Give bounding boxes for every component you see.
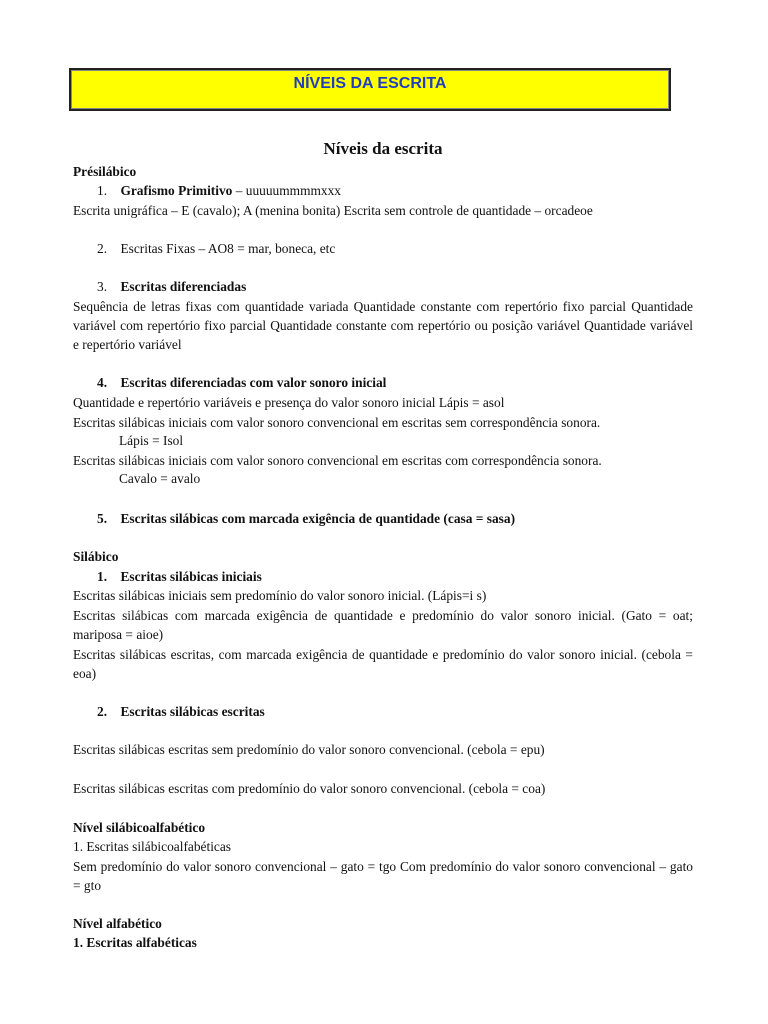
list-number: 2.: [97, 704, 108, 719]
list-item-text: – uuuuummmmxxx: [232, 183, 341, 198]
list-item-silabicas-iniciais: [97, 568, 262, 585]
paragraph: Escritas silábicas escritas sem predomínio do valor sonoro convencional. (cebola = epu): [73, 742, 545, 757]
list-item-silabicas-escritas: [97, 703, 265, 720]
list-item-text: Escritas Fixas – AO8 = mar, boneca, etc: [120, 241, 336, 256]
list-item-label: Escritas diferenciadas: [120, 279, 247, 294]
list-item-escritas-diferenciadas: [97, 278, 246, 295]
list-number: 2.: [97, 241, 108, 256]
paragraph: Escritas silábicas iniciais com valor sonoro convencional em escritas sem correspondência sonora.: [73, 415, 601, 430]
list-item-grafismo: [97, 182, 341, 199]
paragraph: Sem predomínio do valor sonoro convencional – gato = tgo Com predomínio do valor sonoro convencional – gato = gto: [73, 859, 693, 894]
list-item-alfabeticas: 1. Escritas alfabéticas: [73, 935, 197, 950]
list-item-marcada-exigencia: [97, 510, 515, 527]
paragraph: Escritas silábicas escritas, com marcada exigência de quantidade e predomínio do valor sonoro inicial. (cebola = eoa): [73, 647, 693, 682]
section-heading-alfabetico: Nível alfabético: [73, 916, 162, 931]
list-item-valor-sonoro: [97, 374, 386, 391]
doc-title: Níveis da escrita: [323, 139, 443, 158]
title-banner: [69, 68, 671, 111]
list-item-label: Escritas silábicas com marcada exigência de quantidade (casa = sasa): [120, 511, 516, 526]
paragraph: Escritas silábicas com marcada exigência de quantidade e predomínio do valor sonoro inicial. (Gato = oat; mariposa = aioe): [73, 608, 693, 643]
paragraph-indent: Lápis = Isol: [119, 433, 184, 448]
list-number: 1.: [97, 569, 108, 584]
section-heading-silabico: Silábico: [73, 549, 119, 564]
paragraph: Escritas silábicas iniciais sem predomínio do valor sonoro inicial. (Lápis=i s): [73, 588, 487, 603]
banner-title: NÍVEIS DA ESCRITA: [293, 75, 447, 92]
list-number: 4.: [97, 375, 108, 390]
paragraph: Escritas silábicas escritas com predomínio do valor sonoro convencional. (cebola = coa): [73, 781, 546, 796]
paragraph: Quantidade e repertório variáveis e presença do valor sonoro inicial Lápis = asol: [73, 395, 505, 410]
list-number: 5.: [97, 511, 108, 526]
list-item-label: Escritas silábicas iniciais: [120, 569, 262, 584]
list-item-escritas-fixas: [97, 240, 335, 257]
list-number: 1.: [97, 183, 108, 198]
list-item-label: Escritas diferenciadas com valor sonoro inicial: [120, 375, 387, 390]
paragraph: Escritas silábicas iniciais com valor sonoro convencional em escritas com correspondência sonora.: [73, 453, 602, 468]
paragraph: Sequência de letras fixas com quantidade variada Quantidade constante com repertório fixo parcial Quantidade variável com repertório fixo parcial Quantidade constante com repertório ou posição variável Quantidade variável e repertório variável: [73, 299, 693, 353]
list-item-silabicoalfabeticas: 1. Escritas silábicoalfabéticas: [73, 839, 232, 854]
section-heading-presilabico: Présilábico: [73, 164, 137, 179]
list-number: 3.: [97, 279, 108, 294]
section-heading-silabicoalfabetico: Nível silábicoalfabético: [73, 820, 206, 835]
list-item-label: Escritas silábicas escritas: [120, 704, 265, 719]
list-item-label: Grafismo Primitivo: [120, 183, 233, 198]
paragraph: Escrita unigráfica – E (cavalo); A (menina bonita) Escrita sem controle de quantidade – orcadeoe: [73, 203, 593, 218]
paragraph-indent: Cavalo = avalo: [119, 471, 201, 486]
